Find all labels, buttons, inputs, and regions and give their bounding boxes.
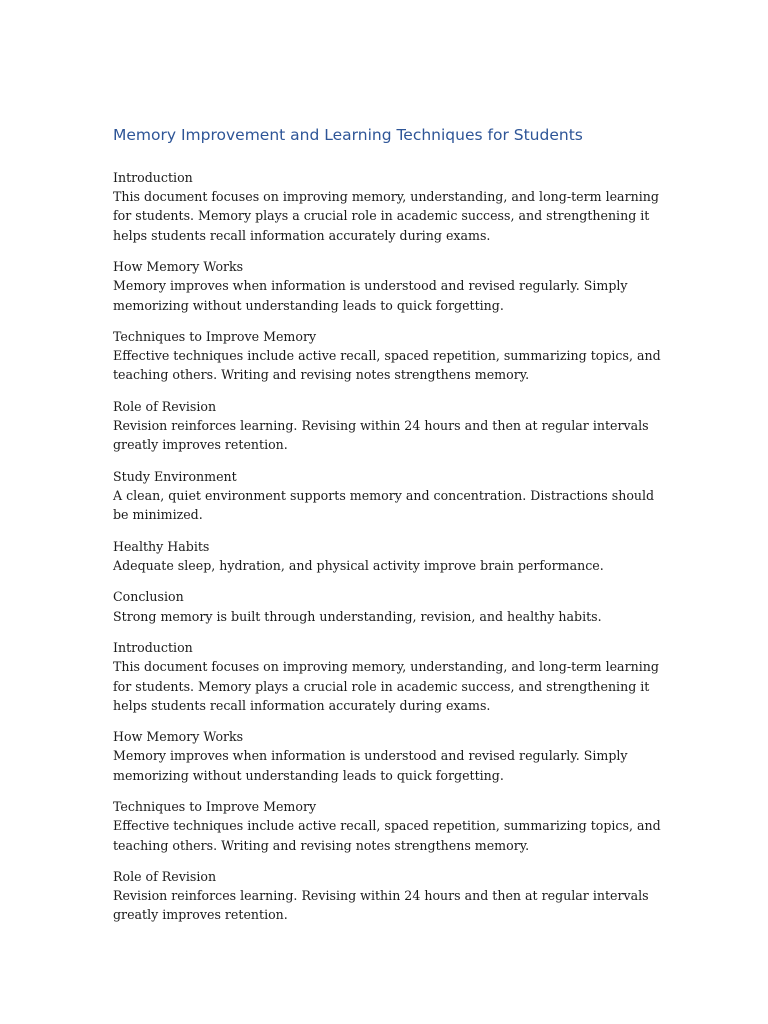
document-body (113, 168, 663, 937)
section-introduction (113, 168, 663, 245)
section-paragraph: Effective techniques include active recall, spaced repetition, summarizing topics, and teaching others. Writing and revising notes strengthens memory. (113, 818, 661, 853)
section-how-memory-works-repeat (113, 727, 663, 785)
section-study-environment (113, 467, 663, 525)
section-paragraph: Strong memory is built through understanding, revision, and healthy habits. (113, 608, 602, 624)
section-heading: Techniques to Improve Memory (113, 329, 317, 345)
section-paragraph: Revision reinforces learning. Revising within 24 hours and then at regular intervals greatly improves retention. (113, 888, 649, 923)
section-paragraph: A clean, quiet environment supports memory and concentration. Distractions should be minimized. (113, 488, 655, 523)
section-paragraph: This document focuses on improving memory, understanding, and long-term learning for students. Memory plays a crucial role in academic success, and strengthening it helps students recall information accurately during exams. (113, 659, 659, 713)
section-how-memory-works (113, 257, 663, 315)
section-heading: Conclusion (113, 589, 184, 605)
section-techniques (113, 327, 663, 385)
section-techniques-repeat (113, 797, 663, 855)
section-paragraph: This document focuses on improving memory, understanding, and long-term learning for students. Memory plays a crucial role in academic success, and strengthening it helps students recall information accurately during exams. (113, 189, 659, 243)
section-conclusion (113, 587, 663, 625)
section-paragraph: Memory improves when information is understood and revised regularly. Simply memorizing without understanding leads to quick forgetting. (113, 278, 628, 313)
section-role-of-revision (113, 397, 663, 455)
section-heading: Introduction (113, 170, 193, 185)
section-heading: Study Environment (113, 468, 237, 484)
section-healthy-habits (113, 537, 663, 575)
section-heading: Role of Revision (113, 869, 217, 885)
section-heading: How Memory Works (113, 259, 244, 275)
section-role-of-revision-repeat (113, 867, 663, 925)
section-heading: Introduction (113, 640, 193, 656)
section-heading: Healthy Habits (113, 538, 210, 554)
section-paragraph: Memory improves when information is understood and revised regularly. Simply memorizing without understanding leads to quick forgetting. (113, 748, 628, 783)
document-title: Memory Improvement and Learning Techniques for Students (113, 126, 583, 144)
section-introduction-repeat (113, 638, 663, 715)
section-paragraph: Revision reinforces learning. Revising within 24 hours and then at regular intervals greatly improves retention. (113, 418, 649, 453)
section-heading: How Memory Works (113, 729, 244, 745)
section-heading: Techniques to Improve Memory (113, 799, 317, 815)
section-heading: Role of Revision (113, 398, 217, 414)
section-paragraph: Adequate sleep, hydration, and physical activity improve brain performance. (113, 557, 604, 573)
section-paragraph: Effective techniques include active recall, spaced repetition, summarizing topics, and teaching others. Writing and revising notes strengthens memory. (113, 348, 661, 383)
